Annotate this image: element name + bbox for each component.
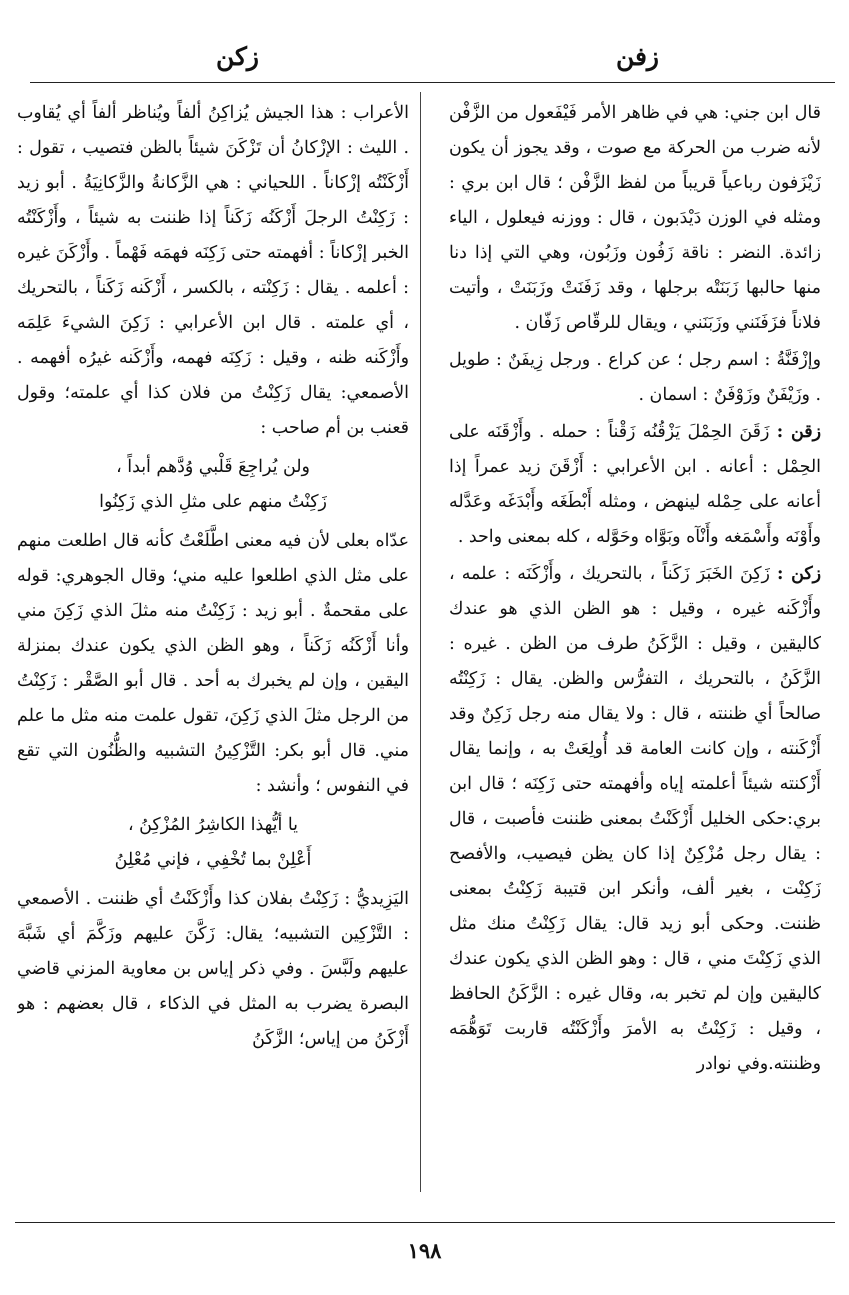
paragraph-addahu: عدّاه بعلى لأن فيه معنى اطَّلَعْتُ كأنه قال اطلعت منهم على مثل الذي اطلعوا عليه مني؛ وقال الجوهري: قوله على مقحمةٌ . أبو زيد : زَكِنْتُ منه مثلَ الذي زَكِنَ مني وأنا أَزْكَنُه زَكَناً ، وهو الظن الذي يكون عندك بمنزلة اليقين ، وإن لم يخبرك به أحد . قال أبو الصَّقْر : زَكِنْتُ من الرجل مثلَ الذي زَكِنَ، تقول علمت منه مثل ما علم مني. قال أبو بكر: التَّزْكِينُ التشبيه والظُّنُون التي تقع في النفوس ؛ وأنشد :	[17, 531, 409, 796]
page-number: ١٩٨	[407, 1238, 442, 1263]
paragraph-arab-army: الأعراب : هذا الجيش يُزاكِنُ ألفاً ويُناظر ألفاً أي يُقاوب . الليث : الإزْكانُ أن تَزْكَنَ شيئاً بالظن فتصيب ، تقول : أَزْكَنْتُه إزْكاناً . اللحياني : هي الزَّكانةُ والزَّكانِيَةُ . أبو زيد : زَكِنْتُ الرجلَ أَزْكَنُه زَكَناً إذا ظننت به شيئاً ، وأَزْكَنْتُه الخبر إزْكاناً : أفهمته حتى زَكِنَه فهمَه فَهْماً . وأَزْكَنَ غيره : أعلمه . يقال : زَكِنْته ، بالكسر ، أَزْكَنه زَكَناً ، بالتحريك ، أي علمته . قال ابن الأعرابي : زَكِنَ الشيءَ عَلِمَه وأَزْكَنه ظنه ، وقيل : زَكِنَه فهمه، وأَزْكَنه غيرُه أفهمه . الأصمعي: يقال زَكِنْتُ من فلان كذا أي علمته؛ وقول قعنب بن أم صاحب :	[17, 103, 409, 438]
entry-body-zakn: زَكِنَ الخَبَرَ زَكَناً ، بالتحريك ، وأَزْكَنَه : علمه ، وأَزْكَنه غيره ، وقيل : هو الظن الذي هو عندك كاليقين ، وقيل : الزَّكَنُ طرف من الظن . غيره : الزَّكَنُ ، بالتحريك ، التفرُّس والظن. يقال : زَكِنْتُه صالحاً أي ظننته ، قال : ولا يقال منه رجل زَكِنٌ وقد أَزْكَنته ، وإن كانت العامة قد أُولِعَتْ به ، وإنما يقال أَزْكنته شيئاً أعلمته إياه وأفهمته حتى زَكِنَه ؛ قال ابن بري:حكى الخليل أَزْكَنْتُ بمعنى ظننت فأصبت ، قال : يقال رجل مُزْكِنٌ إذا كان يظن فيصيب، والأفصح زَكِنْت ، بغير ألف، وأنكر ابن قتيبة زَكِنْتُ بمعنى ظننت. وحكى أبو زيد قال: يقال زَكِنْتُ منك مثل الذي زَكِنْتَ مني ، قال : وهو الظن الذي يكون عندك كاليقين وإن لم تخبر به، وقال غيره : الزَّكَنُ الحافظ ، وقيل : زَكِنْتُ به الأمرَ وأَزْكَنْتُه قاربت تَوَهُّمَه وظننته.وفي نوادر	[449, 564, 821, 1074]
verse-qanab	[17, 450, 409, 520]
verse-line: أَعْلِنْ بما تُخْفِي ، فإني مُعْلِنُ	[114, 850, 312, 870]
entry-zaqn	[449, 415, 821, 555]
entry-head-zakn: زكن :	[777, 564, 821, 584]
entry-zakn	[449, 557, 821, 1082]
verse-line: يا أيُّهذا الكاشِرُ المُزْكِنُ ،	[127, 815, 298, 835]
header-entry-right: زفن	[615, 42, 659, 71]
entry-head-zaqn: زقن :	[776, 422, 821, 442]
page-header	[0, 42, 849, 82]
verse-line: ولن يُراجِعَ قَلْبي وُدَّهم أبداً ،	[116, 457, 310, 477]
header-rule	[30, 82, 835, 83]
footer-rule	[15, 1222, 835, 1223]
paragraph-izfanna: وإزْفَنَّةُ : اسم رجل ؛ عن كراع . ورجل زِيفَنٌ : طويل . وزَيْفَنٌ وزَوْفَنٌ : اسمان .	[449, 350, 821, 405]
column-divider	[420, 92, 421, 1192]
paragraph-zayzafun: قال ابن جني: هي في ظاهر الأمر فَيْفَعول من الزَّفْن لأنه ضرب من الحركة مع صوت ، وقد يجوز أن يكون زَيْزَفون رباعياً قريباً من لفظ الزَّفْن ؛ قال ابن بري : ومثله في الوزن دَيْدَبون ، قال : ووزنه فيعلول ، الياء زائدة. النضر : ناقة زَفُون وزَبُون، وهي التي إذا دنا منها حالبها زَبَنَتْه برجلها ، وقد زَفَنَتْ وزَبَنَتْ ، وأتيت فلاناً فزَفَنَني وزَبَنَني ، ويقال للرقّاص زَفّان .	[449, 103, 821, 333]
paragraph-yazidi: اليَزِيديُّ : زَكِنْتُ بفلان كذا وأَزْكَنْتُ أي ظننت . الأصمعي : التَّزْكِين التشبيه؛ يقال: زَكَّنَ عليهم وزَكَّمَ أي شَبَّهَ عليهم ولَبَّسَ . وفي ذكر إياس بن معاوية المزني قاضي البصرة يضرب به المثل في الذكاء ، قال بعضهم : هو أَزْكَنُ من إياس؛ الزَّكَنُ	[17, 889, 409, 1049]
header-entry-left: زكن	[215, 42, 259, 71]
right-column	[449, 96, 821, 1206]
left-column	[17, 96, 409, 1206]
verse-kashir	[17, 808, 409, 878]
verse-line: زَكِنْتُ منهم على مثلِ الذي زَكِنُوا	[99, 492, 327, 512]
entry-body-zaqn: زَقَنَ الحِمْلَ يَزْقُنُه زَقْناً : حمله . وأَزْقَنَه على الحِمْل : أعانه . ابن الأعرابي : أَزْقَنَ زيد عمراً إذا أعانه على حِمْله لينهض ، ومثله أَبْطَغَه وأَبْدَغَه وعَدَّله وأَوْنَه وأَسْمَغه وأَنْآه وبَوَّاه وحَوَّله ، كله بمعنى واحد .	[449, 422, 821, 547]
